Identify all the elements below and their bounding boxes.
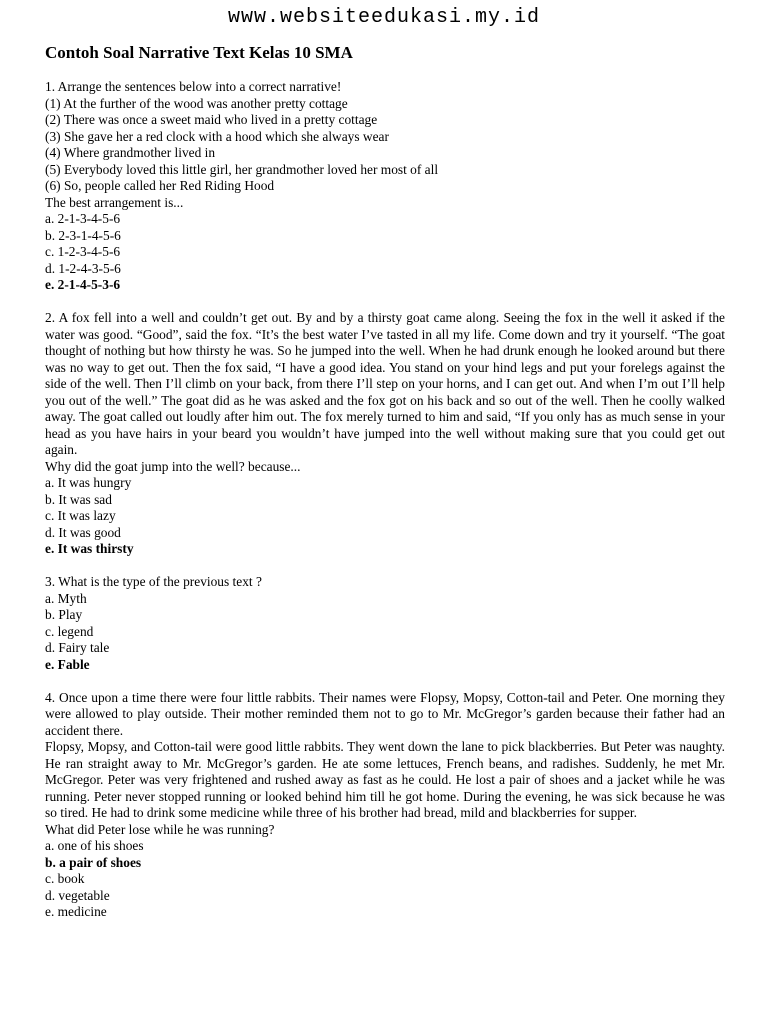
question-2-passage: 2. A fox fell into a well and couldn’t get out. By and by a thirsty goat came along. Seeing the fox in the well it asked if the water was good. “Good”, said the fox. “It’s the best water I’ve tasted in all my life. Come down and try it yourself. “The goat thought of nothing but how thirsty he was. So he jumped into the well. When he had drunk enough he looked around but there was no way to get out. Then the fox said, “I have a good idea. You stand on your hind legs and put your forelegs against the side of the well. Then I’ll climb on your back, from there I’ll step on your horns, and I can get out. And when I’m out I’ll help you out of the well.” The goat did as he was asked and the fox got on his back and so out of the well. Then he coolly walked away. The goat called out loudly after him out. The fox merely turned to him and said, “If you only has as much sense in your head as you have hairs in your beard you wouldn’t have jumped into the well without making sure that you could get out again.	[45, 310, 725, 457]
question-1-sentence-4: (4) Where grandmother lived in	[45, 145, 216, 160]
question-3-option-e-correct: e. Fable	[45, 656, 90, 672]
site-url-header: www.websiteedukasi.my.id	[227, 6, 541, 29]
question-1-sentence-5: (5) Everybody loved this little girl, her grandmother loved her most of all	[45, 161, 439, 177]
question-4-option-b-correct: b. a pair of shoes	[45, 854, 142, 870]
question-4-passage-paragraph-2: Flopsy, Mopsy, and Cotton-tail were good little rabbits. They went down the lane to pick blackberries. But Peter was naughty. He ran straight away to Mr. McGregor’s garden. He ate some lettuces, French beans, and radishes. Suddenly, he met Mr. McGregor. Peter was very frightened and rushed away as fast as he could. He lost a pair of shoes and a jacket while he was running. Peter never stopped running or looked behind him till he got home. During the evening, he was sick because he was so tired. He had to drink some medicine while three of his brother had bread, mild and blackberries for supper.	[45, 739, 725, 820]
question-2-option-e-correct: e. It was thirsty	[45, 541, 134, 556]
question-2-option-c: c. It was lazy	[45, 508, 116, 523]
question-4-option-c: c. book	[45, 871, 85, 886]
document-title: Contoh Soal Narrative Text Kelas 10 SMA	[45, 43, 353, 62]
question-2	[45, 310, 725, 558]
question-3-option-d: d. Fairy tale	[45, 640, 110, 655]
question-2-option-a: a. It was hungry	[45, 475, 132, 490]
question-3-option-a: a. Myth	[45, 590, 87, 606]
question-4	[45, 690, 725, 921]
question-3-option-b: b. Play	[45, 607, 83, 622]
question-1-prompt: 1. Arrange the sentences below into a correct narrative!	[45, 79, 342, 94]
question-4-passage-paragraph-1: 4. Once upon a time there were four little rabbits. Their names were Flopsy, Mopsy, Cotton-tail and Peter. One morning they were allowed to play outside. Their mother reminded them not to go to Mr. McGregor’s garden because their father had an accident there.	[45, 689, 725, 738]
question-2-option-d: d. It was good	[45, 524, 121, 540]
question-4-option-d: d. vegetable	[45, 887, 110, 903]
question-2-option-b: b. It was sad	[45, 491, 112, 507]
question-1-option-b: b. 2-3-1-4-5-6	[45, 227, 121, 243]
question-3-prompt: 3. What is the type of the previous text ?	[45, 574, 262, 589]
question-2-prompt: Why did the goat jump into the well? because...	[45, 458, 301, 474]
question-3	[45, 574, 725, 673]
question-1-sentence-2: (2) There was once a sweet maid who lived in a pretty cottage	[45, 112, 378, 127]
question-1-sentence-6: (6) So, people called her Red Riding Hood	[45, 178, 275, 193]
question-1-sentence-1: (1) At the further of the wood was another pretty cottage	[45, 95, 348, 111]
question-3-option-c: c. legend	[45, 623, 94, 639]
question-4-option-a: a. one of his shoes	[45, 838, 144, 853]
question-1	[45, 79, 725, 294]
question-1-option-a: a. 2-1-3-4-5-6	[45, 211, 121, 226]
question-1-sentence-3: (3) She gave her a red clock with a hood which she always wear	[45, 128, 389, 144]
question-4-option-e: e. medicine	[45, 904, 107, 919]
question-1-option-d: d. 1-2-4-3-5-6	[45, 260, 121, 276]
question-1-option-e-correct: e. 2-1-4-5-3-6	[45, 277, 121, 292]
question-1-instruction: The best arrangement is...	[45, 194, 184, 210]
question-list	[45, 79, 725, 937]
question-1-option-c: c. 1-2-3-4-5-6	[45, 244, 121, 259]
question-4-prompt: What did Peter lose while he was running?	[45, 821, 275, 837]
